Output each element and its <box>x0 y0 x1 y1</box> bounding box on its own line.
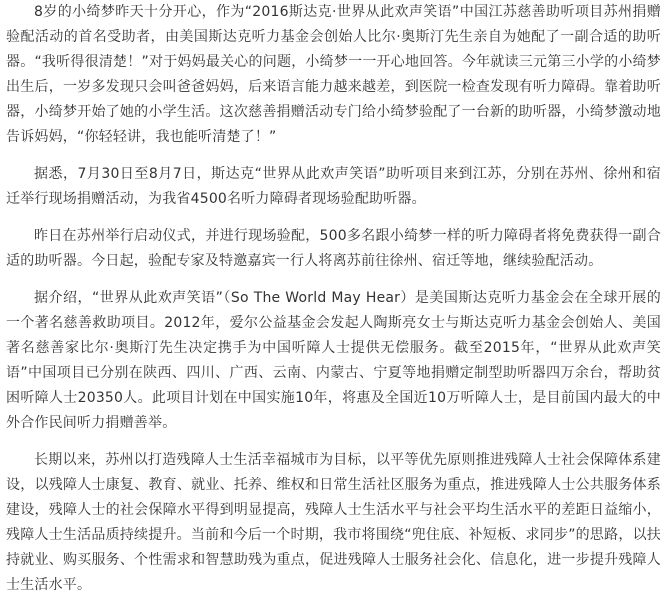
article-paragraph-3: 昨日在苏州举行启动仪式，并进行现场验配，500多名跟小绮梦一样的听力障碍者将免费获得一副合适的助听器。今日起，验配专家及特邀嘉宾一行人将离苏前往徐州、宿迁等地，继续验配活动。 <box>6 228 661 269</box>
article-paragraph-4: 据介绍，“世界从此欢声笑语”（So The World May Hear）是美国斯达克听力基金会在全球开展的一个著名慈善救助项目。2012年，爱尔公益基金会发起人陶斯亮女士与斯达克听力基金会创始人、美国著名慈善家比尔·奥斯汀先生决定携手为中国听障人士提供无偿服务。截至2015年，“世界从此欢声笑语”中国项目已分别在陕西、四川、广西、云南、内蒙古、宁夏等地捐赠定制型助听器四万余台，帮助贫困听障人士20350人。此项目计划在中国实施10年，将惠及全国近10万听障人士，是目前国内最大的中外合作民间听力捐赠善举。 <box>6 290 661 431</box>
article-paragraph-1: 8岁的小绮梦昨天十分开心，作为“2016斯达克·世界从此欢声笑语”中国江苏慈善助听项目苏州捐赠验配活动的首名受助者，由美国斯达克听力基金会创始人比尔·奥斯汀先生亲自为她配了一副合适的助听器。“我听得很清楚！”对于妈妈最关心的问题，小绮梦一一开心地回答。今年就读三元第三小学的小绮梦出生后，一岁多发现只会叫爸爸妈妈，后来语言能力越来越差，到医院一检查发现有听力障碍。靠着助听器，小绮梦开始了她的小学生活。这次慈善捐赠活动专门给小绮梦验配了一台新的助听器，小绮梦激动地告诉妈妈，“你轻轻讲，我也能听清楚了！” <box>6 4 661 145</box>
article-paragraph-5: 长期以来，苏州以打造残障人士生活幸福城市为目标，以平等优先原则推进残障人士社会保障体系建设，以残障人士康复、教育、就业、托养、维权和日常生活社区服务为重点，推进残障人士公共服务体系建设，残障人士的社会保障水平得到明显提高，残障人士生活水平与社会平均生活水平的差距日益缩小，残障人士生活品质持续提升。当前和今后一个时期，我市将围绕“兜住底、补短板、求同步”的思路，以扶持就业、购买服务、个性需求和智慧助残为重点，促进残障人士服务社会化、信息化，进一步提升残障人士生活水平。 <box>6 452 661 593</box>
article-paragraph-2: 据悉，7月30日至8月7日，斯达克“世界从此欢声笑语”助听项目来到江苏，分别在苏州、徐州和宿迁举行现场捐赠活动，为我省4500名听力障碍者现场验配助听器。 <box>6 166 661 207</box>
